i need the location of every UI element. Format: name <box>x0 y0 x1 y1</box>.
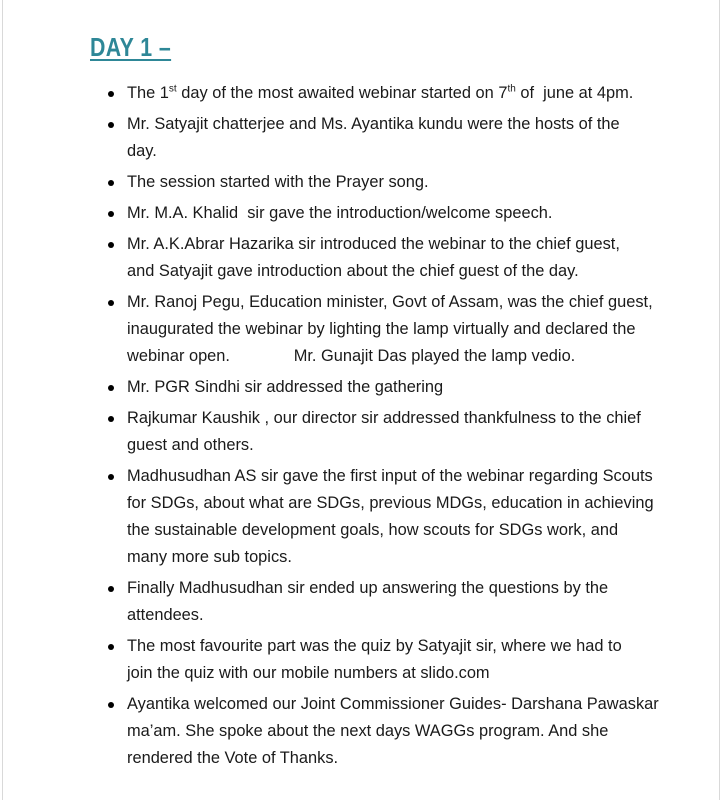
list-item-line <box>127 432 703 459</box>
list-item <box>3 111 703 165</box>
page-title: DAY 1 – <box>90 32 172 62</box>
list-item-text: ma’am. She spoke about the next days WAGGs program. And she <box>127 722 609 740</box>
list-item-line <box>127 343 703 370</box>
list-item-text: inaugurated the webinar by lighting the lamp virtually and declared the <box>127 320 636 338</box>
list-item-line <box>127 138 703 165</box>
list-item-text: The session started with the Prayer song. <box>127 173 429 191</box>
bullet-icon <box>108 644 114 650</box>
list-item-line <box>127 718 703 745</box>
list-item-text: Madhusudhan AS sir gave the first input of the webinar regarding Scouts <box>127 467 653 485</box>
list-item-text: for SDGs, about what are SDGs, previous MDGs, education in achieving <box>127 494 654 512</box>
list-item-text: of june at 4pm. <box>515 84 634 102</box>
list-item <box>3 289 703 370</box>
list-item-text: Mr. Ranoj Pegu, Education minister, Govt of Assam, was the chief guest, <box>127 293 653 311</box>
superscript-text: st <box>168 83 177 95</box>
list-item-text: Mr. Satyajit chatterjee and Ms. Ayantika kundu were the hosts of the <box>127 115 620 133</box>
bullet-icon <box>108 586 114 592</box>
superscript-text: th <box>507 83 516 95</box>
list-item <box>3 231 703 285</box>
bullet-icon <box>108 180 114 186</box>
list-item-line <box>127 405 703 432</box>
list-item-text: day of the most awaited webinar started on 7 <box>176 84 508 102</box>
list-item-text: the sustainable development goals, how scouts for SDGs work, and <box>127 521 619 539</box>
list-item-line <box>127 745 703 772</box>
list-item-line <box>127 517 703 544</box>
bullet-icon <box>108 474 114 480</box>
list-item-line <box>127 660 703 687</box>
list-item-text: and Satyajit gave introduction about the chief guest of the day. <box>127 262 579 280</box>
document-page <box>2 0 720 800</box>
list-item <box>3 405 703 459</box>
list-item <box>3 463 703 571</box>
list-item <box>3 691 703 772</box>
bullet-icon <box>108 242 114 248</box>
list-item-text: Ayantika welcomed our Joint Commissioner Guides- Darshana Pawaskar <box>127 695 659 713</box>
list-item-line <box>127 169 703 196</box>
list-item-line <box>127 691 703 718</box>
list-item-text: Mr. A.K.Abrar Hazarika sir introduced the webinar to the chief guest, <box>127 235 620 253</box>
list-item <box>3 80 703 107</box>
list-item <box>3 575 703 629</box>
bullet-icon <box>108 122 114 128</box>
bullet-icon <box>108 300 114 306</box>
list-item <box>3 169 703 196</box>
list-item-line <box>127 463 703 490</box>
list-item-text: Rajkumar Kaushik , our director sir addressed thankfulness to the chief <box>127 409 641 427</box>
bullet-icon <box>108 211 114 217</box>
list-item-line <box>127 231 703 258</box>
list-item-line <box>127 374 703 401</box>
list-item-line <box>127 316 703 343</box>
list-item-text: Mr. M.A. Khalid sir gave the introduction/welcome speech. <box>127 204 553 222</box>
bullet-icon <box>108 416 114 422</box>
list-item-text: Mr. PGR Sindhi sir addressed the gathering <box>127 378 444 396</box>
list-item-text: many more sub topics. <box>127 548 292 566</box>
list-item-text: attendees. <box>127 606 204 624</box>
bullet-icon <box>108 702 114 708</box>
list-item-line <box>127 111 703 138</box>
list-item-text: guest and others. <box>127 436 254 454</box>
list-item-text: join the quiz with our mobile numbers at slido.com <box>127 664 490 682</box>
list-item-text: The 1 <box>127 84 169 102</box>
list-item-line <box>127 200 703 227</box>
bullet-icon <box>108 385 114 391</box>
list-item-text: webinar open. Mr. Gunajit Das played the lamp vedio. <box>127 347 576 365</box>
list-item-line <box>127 258 703 285</box>
list-item <box>3 374 703 401</box>
list-item-line <box>127 289 703 316</box>
bullet-list <box>3 80 703 776</box>
list-item-line <box>127 633 703 660</box>
list-item-line <box>127 575 703 602</box>
list-item <box>3 200 703 227</box>
list-item <box>3 633 703 687</box>
list-item-text: day. <box>127 142 157 160</box>
list-item-text: Finally Madhusudhan sir ended up answering the questions by the <box>127 579 609 597</box>
list-item-line <box>127 544 703 571</box>
list-item-line <box>127 490 703 517</box>
list-item-line <box>127 80 703 107</box>
list-item-text: rendered the Vote of Thanks. <box>127 749 339 767</box>
list-item-text: The most favourite part was the quiz by Satyajit sir, where we had to <box>127 637 622 655</box>
list-item-line <box>127 602 703 629</box>
bullet-icon <box>108 91 114 97</box>
